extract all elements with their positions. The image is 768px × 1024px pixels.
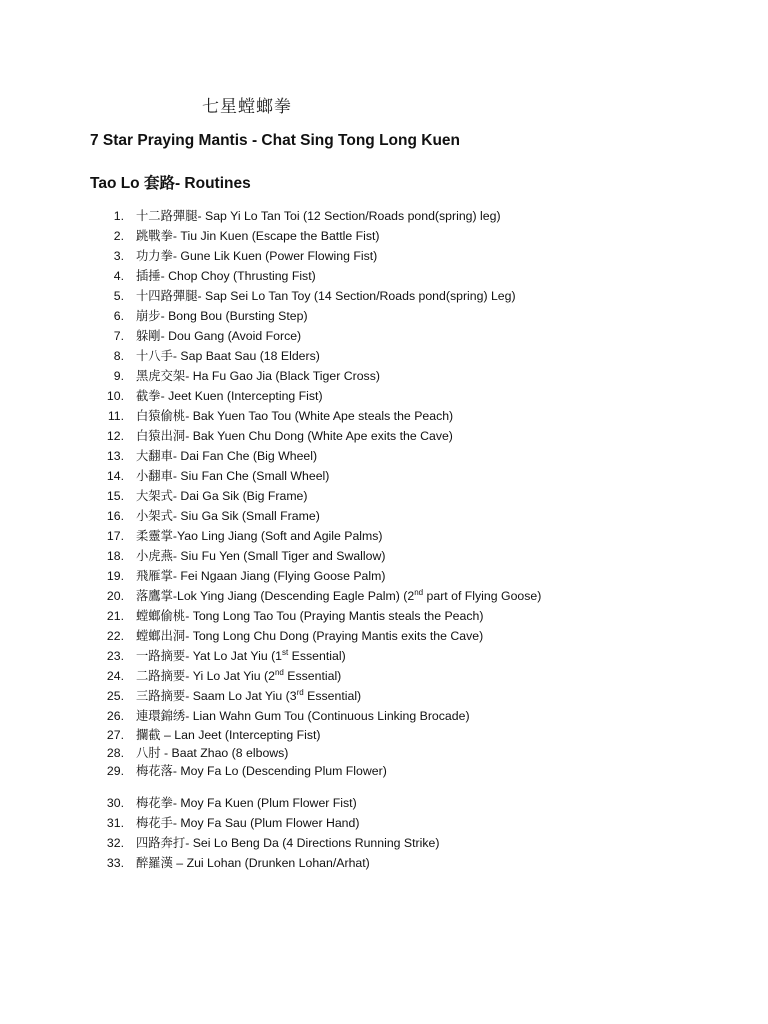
list-item-text: 攔截 – Lan Jeet (Intercepting Fist)	[136, 728, 321, 742]
list-item-text: 崩步- Bong Bou (Bursting Step)	[136, 309, 308, 323]
list-item	[90, 226, 541, 246]
list-item-number: 22.	[106, 629, 124, 643]
list-item-text: 黑虎交架- Ha Fu Gao Jia (Black Tiger Cross)	[136, 369, 380, 383]
list-item-number: 33.	[106, 856, 124, 870]
list-item-text-tail: Essential)	[283, 669, 342, 683]
list-item-text: 小虎燕- Siu Fu Yen (Small Tiger and Swallow)	[136, 549, 386, 563]
list-item-number: 10.	[106, 389, 124, 403]
list-item-number: 2.	[113, 229, 124, 243]
list-item	[90, 306, 541, 326]
list-item-text: 梅花拳- Moy Fa Kuen (Plum Flower Fist)	[136, 796, 357, 810]
list-item-text: 螳螂偷桃- Tong Long Tao Tou (Praying Mantis steals the Peach)	[136, 609, 484, 623]
list-item	[90, 744, 541, 762]
list-item-number: 11.	[107, 409, 124, 423]
list-item	[90, 466, 541, 486]
list-item-number: 9.	[113, 369, 124, 383]
list-item-text: 一路摘要- Yat Lo Jat Yiu (1	[136, 649, 283, 663]
list-item	[90, 386, 541, 406]
list-item	[90, 246, 541, 266]
list-item-number: 3.	[113, 249, 124, 263]
ordinal-suffix: nd	[274, 667, 284, 677]
list-item-number: 23.	[106, 649, 124, 663]
list-item-number: 18.	[106, 549, 124, 563]
list-item-text: 白猿出洞- Bak Yuen Chu Dong (White Ape exits the Cave)	[136, 429, 453, 443]
document-title: 7 Star Praying Mantis - Chat Sing Tong Long Kuen	[90, 132, 461, 149]
list-item-text: 梅花手- Moy Fa Sau (Plum Flower Hand)	[136, 816, 360, 830]
list-item	[90, 326, 541, 346]
list-item-number: 26.	[106, 709, 124, 723]
list-item	[90, 833, 541, 853]
ordinal-suffix: st	[282, 647, 289, 657]
list-item-number: 15.	[106, 489, 124, 503]
list-item	[90, 686, 541, 706]
list-item	[90, 206, 541, 226]
list-item-text: 梅花落- Moy Fa Lo (Descending Plum Flower)	[136, 764, 387, 778]
list-item-text: 飛雁掌- Fei Ngaan Jiang (Flying Goose Palm)	[136, 569, 386, 583]
list-item	[90, 486, 541, 506]
list-item-text: 柔靈掌-Yao Ling Jiang (Soft and Agile Palms)	[136, 529, 383, 543]
list-item	[90, 446, 541, 466]
list-item-number: 1.	[113, 209, 124, 223]
list-item-number: 32.	[106, 836, 124, 850]
list-item-text: 十二路彈腿- Sap Yi Lo Tan Toi (12 Section/Roads pond(spring) leg)	[136, 209, 501, 223]
list-item-number: 12.	[106, 429, 124, 443]
list-item-number: 17.	[106, 529, 124, 543]
list-item-number: 8.	[113, 349, 124, 363]
list-item-text: 四路奔打- Sei Lo Beng Da (4 Directions Running Strike)	[136, 836, 440, 850]
list-item	[90, 853, 541, 873]
list-item	[90, 346, 541, 366]
list-item-number: 16.	[106, 509, 124, 523]
list-item-text: 小架式- Siu Ga Sik (Small Frame)	[136, 509, 320, 523]
list-item-text-tail: Essential)	[288, 649, 346, 663]
list-item-text: 小翻車- Siu Fan Che (Small Wheel)	[136, 469, 330, 483]
list-item	[90, 506, 541, 526]
list-item-text: 大翻車- Dai Fan Che (Big Wheel)	[136, 449, 318, 463]
list-item-text: 十八手- Sap Baat Sau (18 Elders)	[136, 349, 320, 363]
list-item	[90, 526, 541, 546]
list-item	[90, 546, 541, 566]
list-item-text: 白猿偷桃- Bak Yuen Tao Tou (White Ape steals the Peach)	[136, 409, 454, 423]
list-item-number: 21.	[106, 609, 124, 623]
list-item-text: 八肘 - Baat Zhao (8 elbows)	[136, 746, 289, 760]
list-item-number: 20.	[106, 589, 124, 603]
list-item-text: 躲剛- Dou Gang (Avoid Force)	[136, 329, 302, 343]
list-item-number: 19.	[106, 569, 124, 583]
ordinal-suffix: nd	[414, 587, 424, 597]
list-item-text-tail: part of Flying Goose)	[423, 589, 542, 603]
list-item	[90, 666, 541, 686]
section-heading: Tao Lo 套路- Routines	[90, 175, 251, 192]
list-item-number: 27.	[106, 728, 124, 742]
list-item	[90, 426, 541, 446]
list-item	[90, 813, 541, 833]
list-item-number: 25.	[106, 689, 124, 703]
list-item	[90, 646, 541, 666]
cjk-title: 七星螳螂拳	[202, 97, 292, 116]
list-item-text: 截拳- Jeet Kuen (Intercepting Fist)	[136, 389, 323, 403]
list-item-text: 功力拳- Gune Lik Kuen (Power Flowing Fist)	[136, 249, 378, 263]
list-item-text: 落鷹掌-Lok Ying Jiang (Descending Eagle Palm) (2	[136, 589, 415, 603]
list-item-text: 插捶- Chop Choy (Thrusting Fist)	[136, 269, 316, 283]
list-item-number: 30.	[106, 796, 124, 810]
list-item	[90, 706, 541, 726]
list-item	[90, 366, 541, 386]
list-item-text: 跳戰拳- Tiu Jin Kuen (Escape the Battle Fist)	[136, 229, 380, 243]
list-item	[90, 762, 541, 780]
list-item	[90, 266, 541, 286]
routine-list	[90, 206, 541, 873]
list-item	[90, 793, 541, 813]
list-item-text: 連環錦绣- Lian Wahn Gum Tou (Continuous Linking Brocade)	[136, 709, 470, 723]
list-item	[90, 566, 541, 586]
list-item	[90, 606, 541, 626]
list-item-number: 31.	[106, 816, 124, 830]
list-item-text: 三路摘要- Saam Lo Jat Yiu (3	[136, 689, 297, 703]
list-item	[90, 626, 541, 646]
list-item-text: 二路摘要- Yi Lo Jat Yiu (2	[136, 669, 275, 683]
list-item-text: 十四路彈腿- Sap Sei Lo Tan Toy (14 Section/Roads pond(spring) Leg)	[136, 289, 516, 303]
ordinal-suffix: rd	[296, 687, 304, 697]
list-item-number: 24.	[106, 669, 124, 683]
list-item-text: 醉羅漢 – Zui Lohan (Drunken Lohan/Arhat)	[136, 856, 370, 870]
list-item-text: 螳螂出洞- Tong Long Chu Dong (Praying Mantis exits the Cave)	[136, 629, 484, 643]
list-item	[90, 286, 541, 306]
list-item	[90, 586, 541, 606]
list-item-number: 7.	[113, 329, 124, 343]
list-item-number: 13.	[106, 449, 124, 463]
list-item-number: 28.	[106, 746, 124, 760]
list-item-number: 14.	[106, 469, 124, 483]
list-item-text: 大架式- Dai Ga Sik (Big Frame)	[136, 489, 308, 503]
list-item-number: 6.	[113, 309, 124, 323]
list-item	[90, 726, 541, 744]
list-item	[90, 406, 541, 426]
list-item-number: 5.	[113, 289, 124, 303]
list-item-number: 29.	[106, 764, 124, 778]
list-item-number: 4.	[113, 269, 124, 283]
list-item-text-tail: Essential)	[303, 689, 362, 703]
